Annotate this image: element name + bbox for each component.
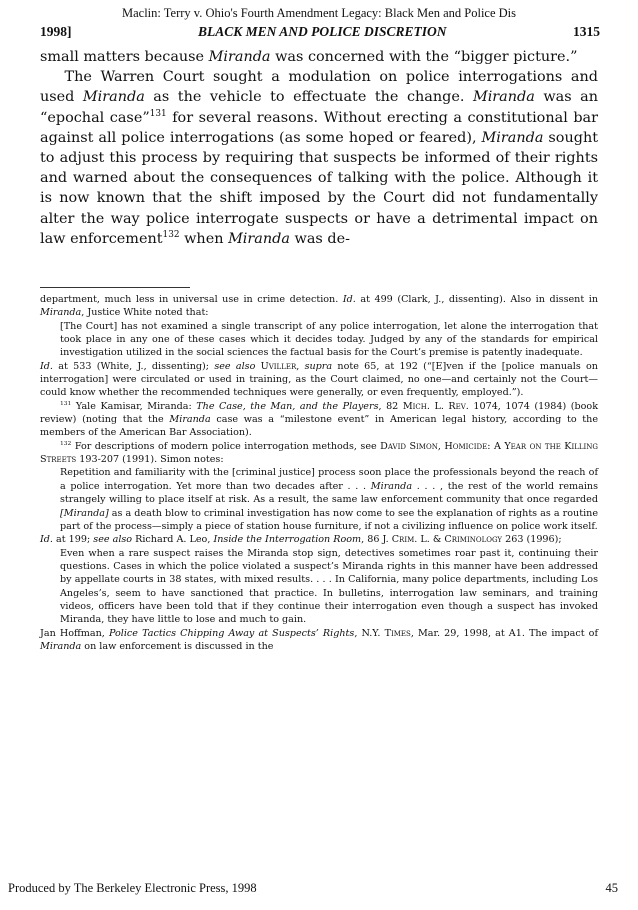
text-run: Yale Kamisar, Miranda: — [71, 400, 197, 412]
footnote-number: 132 — [60, 439, 72, 447]
text-run: was an “epochal case” — [40, 89, 599, 126]
text-run: Jan Hoffman, — [40, 627, 109, 639]
text-run: The Warren Court sought a modulation on police interrogations and used — [40, 69, 598, 106]
footer-publisher: Produced by The Berkeley Electronic Press, 1998 — [8, 881, 257, 895]
text-run: on law enforcement is discussed in the — [81, 640, 274, 652]
case-name: Miranda — [228, 230, 290, 247]
signal: see also — [214, 360, 256, 372]
text-run: 193-207 (1991). Simon notes: — [76, 454, 224, 466]
citation-id: Id. — [342, 294, 356, 305]
text-run: 1074, 1074 (1984) (book review) (noting that the — [40, 400, 599, 426]
case-name: Miranda — [40, 307, 82, 319]
author-name: Uviller — [260, 360, 297, 372]
journal-name: Times — [384, 627, 411, 639]
text-run: case was a “milestone event” in American legal history, according to the members of the American Bar Association). — [40, 414, 598, 439]
text-run: at 533 (White, J., dissenting); — [52, 360, 215, 372]
signal: see also — [93, 534, 133, 546]
text-run: as a death blow to criminal investigation has now come to see the explanation of rights as a routine part of the process—simply a piece of station house furniture, if not a civilizing influence on police work itself. — [60, 507, 598, 532]
case-name: Miranda — [208, 49, 271, 65]
header-title: BLACK MEN AND POLICE DISCRETION — [197, 24, 447, 39]
citation-white: Id. at 533 (White, J., dissenting); see also Uviller, supra note 65, at 192 (“[E]ven if the [police manuals on interrogation] were circulated or used in training, as the Court claimed, no one—and certainly not the Court—could know whether the recommended techniques were generally, or even frequently, employed.”). — [40, 360, 598, 399]
text-run: , Justice White noted that: — [81, 307, 209, 319]
text-run: small matters because — [40, 49, 209, 65]
footnote-number: 131 — [60, 399, 72, 407]
main-body-text — [40, 47, 598, 249]
citation-id: Id. — [40, 534, 53, 546]
case-name: Miranda — [169, 414, 211, 426]
text-run: department, much less in universal use in crime detection. — [40, 294, 343, 305]
case-name: Miranda — [472, 89, 535, 106]
text-run: when — [179, 230, 229, 247]
article-title: Police Tactics Chipping Away at Suspects’ Rights — [108, 627, 355, 639]
journal-name: Crim. L. & Criminology — [391, 534, 503, 546]
text-run: Richard A. Leo, — [132, 534, 214, 546]
header-page-number: 1315 — [573, 24, 600, 39]
block-quote-white: [The Court] has not examined a single transcript of any police interrogation, let alone the interrogation that took place in any one of these cases which it decides today. Judged by any of the standards for empirical investigation utilized in the social sciences the factual basis for the Court’s premise is patently inadequate. — [60, 320, 598, 359]
header-year: 1998] — [40, 24, 72, 39]
footnote-132 — [40, 440, 598, 467]
text-run: was de- — [289, 230, 350, 247]
text-run: Repetition and familiarity with the [criminal justice] process soon place the professionals beyond the reach of a police interrogation. Yet more than two decades after . . . — [60, 467, 598, 492]
text-run: 263 (1996); — [502, 534, 562, 546]
text-run: at 499 (Clark, J., dissenting). Also in dissent in — [355, 294, 598, 305]
body-paragraph-1 — [40, 47, 598, 67]
article-title: Inside the Interrogation Room — [213, 534, 362, 546]
text-run: For descriptions of modern police interrogation methods, see — [71, 440, 381, 452]
block-quote-simon — [60, 466, 598, 533]
book-citation: David Simon, Homicide: A Year on the Killing Streets — [40, 440, 598, 466]
text-run: note 65, at 192 (“[E]ven if the [police manuals on interrogation] were circulated or used in training, as the Court claimed, no one—and certainly not the Court—could know whether the recommended techniques were generally, or even frequently, employed.”). — [40, 360, 598, 399]
case-name: Miranda — [370, 480, 413, 492]
footnote-ref-131[interactable]: 131 — [149, 108, 167, 119]
case-name: Miranda — [481, 129, 544, 146]
running-header: Maclin: Terry v. Ohio's Fourth Amendment Legacy: Black Men and Police Dis — [121, 6, 516, 20]
page-footer — [8, 881, 618, 896]
block-quote-hoffman: Even when a rare suspect raises the Miranda stop sign, detectives sometimes roar past it, continuing their questions. Cases in which the police violated a suspect’s Miranda rights in this manner have been addressed by appellate courts in 38 states, with mixed results. . . . In California, many police departments, including Los Angeles’s, seem to have sanctioned that practice. In bulletins, interrogation law seminars, and training videos, officers have been told that if they continue their interrogation even though a suspect has invoked Miranda, they have little to lose and much to gain. — [60, 547, 598, 626]
case-name: [Miranda] — [60, 507, 109, 519]
text-run: sought to adjust this process by requiring that suspects be informed of their rights and warned about the consequences of talking with the police. Although it is now known that the shift imposed by the Court did not fundamentally alter the way police interrogate suspects or have a detrimental impact on law enforcement — [40, 129, 599, 247]
footnote-130-continued — [40, 293, 598, 320]
text-run: . . . , the rest of the world remains strangely willing to place itself at risk. As a result, the same law enforcement community that once regarded — [60, 480, 598, 506]
footnotes — [40, 293, 598, 653]
case-name: Miranda — [40, 640, 82, 652]
case-name: Miranda — [82, 89, 145, 106]
text-run: , N.Y. — [354, 627, 385, 639]
footer-page-number: 45 — [605, 881, 618, 895]
text-run: , Mar. 29, 1998, at A1. The impact of — [410, 627, 599, 639]
article-title: The Case, the Man, and the Players — [196, 400, 379, 412]
page-header — [40, 24, 600, 40]
text-run: as the vehicle to effectuate the change. — [144, 89, 473, 106]
text-run: was concerned with the “bigger picture.” — [270, 49, 578, 65]
text-run: , 82 — [378, 400, 403, 412]
text-run: at 199; — [52, 534, 94, 546]
body-paragraph-2 — [40, 67, 598, 249]
journal-name: Mich. L. Rev. — [402, 400, 469, 412]
footnote-divider — [40, 287, 190, 288]
text-run: , 86 J. — [361, 534, 392, 546]
signal: supra — [304, 360, 333, 372]
footnote-131 — [40, 400, 598, 440]
footnote-ref-132[interactable]: 132 — [162, 230, 180, 241]
text-run: for several reasons. Without erecting a constitutional bar against all police interrogations (as some hoped or feared), — [40, 109, 599, 146]
citation-id: Id. — [40, 360, 53, 372]
citation-leo — [40, 533, 598, 546]
citation-hoffman — [40, 627, 598, 654]
